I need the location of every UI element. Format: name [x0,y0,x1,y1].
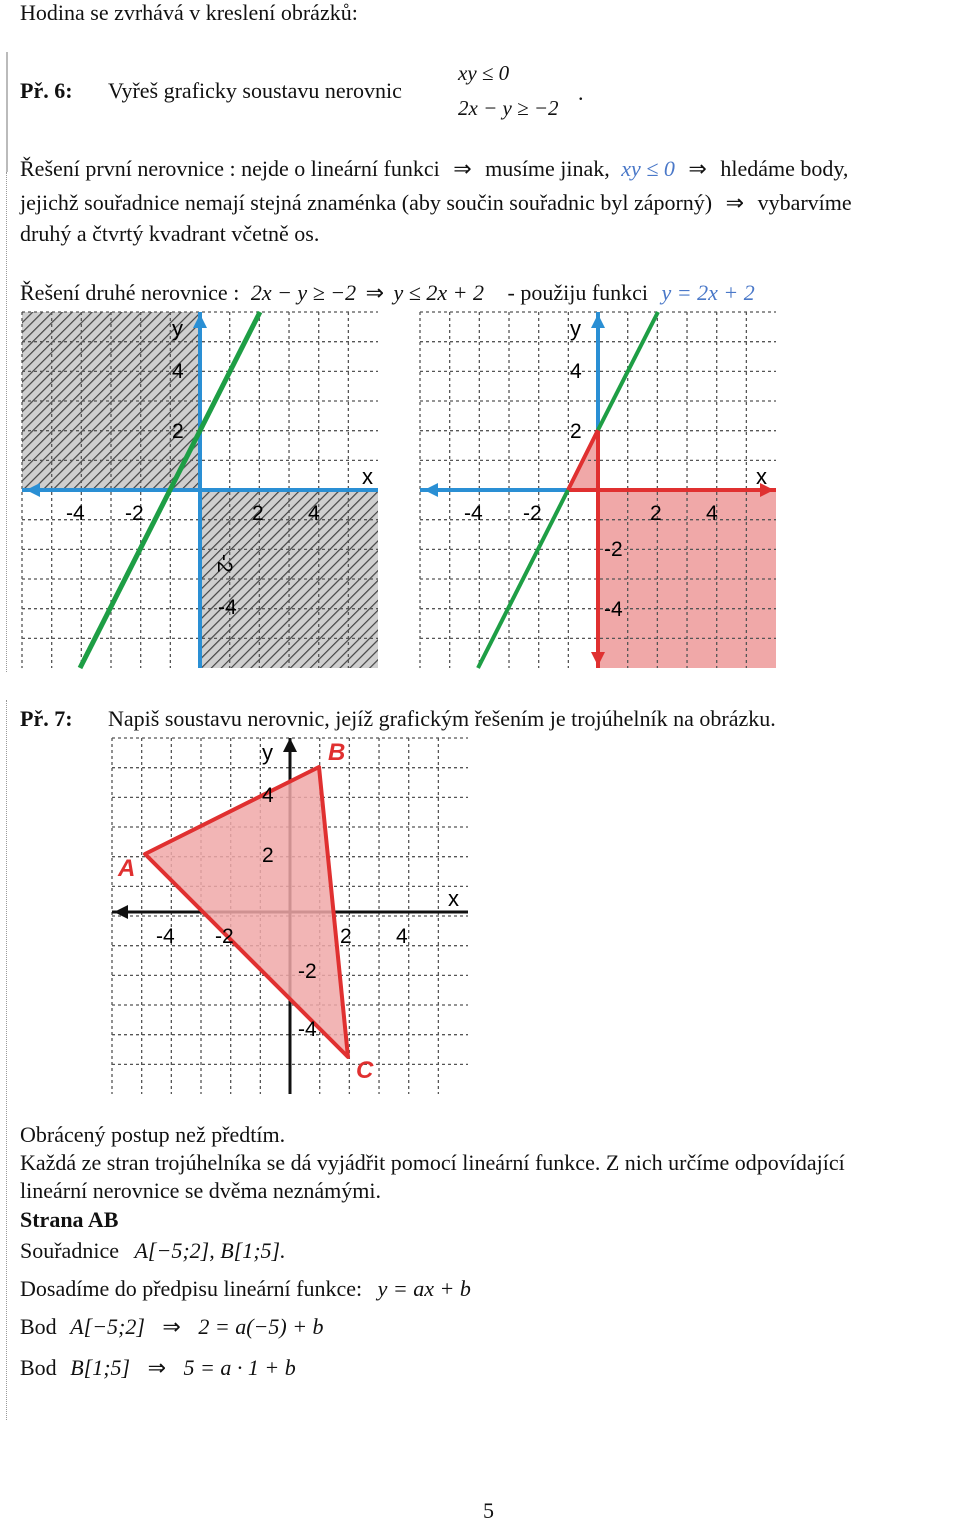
x-tick: 2 [340,925,352,948]
implies-icon: ⇒ [162,1315,181,1340]
x-tick: 2 [252,502,264,525]
bod2-line [20,1355,296,1381]
sol2-line [20,280,755,306]
graph-triangle [112,738,468,1094]
x-arrow-icon [114,905,128,919]
x-tick: -4 [156,925,175,948]
y-tick: 4 [570,360,582,383]
x-tick: 2 [650,502,662,525]
sol2-fn: y = 2x + 2 [661,280,755,305]
page-header: Hodina se zvrhává v kreslení obrázků: [20,0,358,25]
ex6-ineq1: xy ≤ 0 [458,61,510,85]
implies-icon: ⇒ [725,191,745,216]
bod1-label: Bod [20,1314,57,1339]
bod1-line [20,1314,324,1340]
ex6-task: Vyřeš graficky soustavu nerovnic [108,78,402,103]
x-label: x [756,464,767,489]
sol1-d: vybarvíme [757,190,852,215]
bod2-label: Bod [20,1355,57,1380]
sol1-line1 [20,156,848,182]
ex6-ineq2: 2x − y ≥ −2 [458,96,559,120]
bod1-eq: 2 = a(−5) + b [198,1314,324,1339]
x-tick: 4 [308,502,320,525]
margin-dots-2 [6,700,7,1420]
sol2-res: y ≤ 2x + 2 [393,280,484,305]
y-tick: -4 [604,598,623,621]
x-tick: -4 [464,502,483,525]
y-tick: 2 [172,420,184,443]
coord-line [20,1238,286,1264]
sol1-line2 [20,190,852,216]
sol1-line2-text: jejichž souřadnice nemají stejná znaménka (aby součin souřadnic byl záporný) [20,190,713,215]
x-tick: -4 [66,502,85,525]
x-tick: 4 [396,925,408,948]
sol2-b: - použiju funkci [507,280,649,305]
y-tick: -2 [213,554,236,573]
para-1: Obrácený postup než předtím. [20,1122,286,1147]
x-tick: -2 [523,502,542,525]
implies-icon: ⇒ [688,157,707,182]
y-tick: -2 [298,960,317,983]
coord-values: A[−5;2], B[1;5]. [134,1238,286,1263]
ex6-label: Př. 6: [20,78,73,103]
implies-icon: ⇒ [147,1356,167,1381]
dosadime-text: Dosadíme do předpisu lineární funkce: [20,1276,363,1301]
sol1-line3: druhý a čtvrtý kvadrant včetně os. [20,221,320,246]
sol1-b: musíme jinak, [485,156,610,181]
y-tick: -2 [604,538,623,561]
graph-xy-le-0 [22,312,378,668]
bod1-point: A[−5;2] [70,1314,145,1339]
para-3: lineární nerovnice se dvěma neznámými. [20,1178,382,1203]
x-arrow-icon [424,483,438,497]
coord-label: Souřadnice [20,1238,119,1263]
bod2-eq: 5 = a · 1 + b [183,1355,296,1380]
y-label: y [262,740,273,765]
margin-bar [6,52,8,172]
dosadime-line [20,1276,471,1302]
graph-solution [420,312,776,668]
sol2-ineq: 2x − y ≥ −2 [250,280,357,305]
point-label-c: C [356,1057,374,1084]
ex7-task: Napiš soustavu nerovnic, jejíž grafickým řešením je trojúhelník na obrázku. [108,706,776,731]
x-tick: -2 [215,925,234,948]
sol2-a: Řešení druhé nerovnice : [20,280,240,305]
ex6-ineq-end: . [578,80,584,105]
y-arrow-icon [591,314,605,328]
y-tick: 2 [262,844,274,867]
y-tick: -4 [218,596,237,619]
y-tick: 2 [570,420,582,443]
y-tick: 4 [262,784,274,807]
y-label: y [570,316,581,341]
margin-dots [6,172,7,672]
ex7-label: Př. 7: [20,706,73,731]
page-number: 5 [483,1498,494,1523]
x-label: x [362,464,373,489]
y-tick: 4 [172,360,184,383]
heading-strana-ab: Strana AB [20,1207,119,1232]
bod2-point: B[1;5] [70,1355,131,1380]
linear-formula: y = ax + b [377,1276,471,1301]
x-label: x [448,886,459,911]
x-tick: 4 [706,502,718,525]
x-tick: -2 [125,502,144,525]
y-arrow-icon [283,738,297,752]
sol1-c: hledáme body, [720,156,849,181]
sol1-xy: xy ≤ 0 [621,156,675,181]
sol1-a: Řešení první nerovnice : nejde o lineární funkci [20,156,440,181]
point-label-a: A [118,855,136,882]
y-label: y [172,316,183,341]
y-tick: -4 [298,1018,317,1041]
point-label-b: B [328,739,346,766]
implies-icon: ⇒ [453,157,472,182]
para-2: Každá ze stran trojúhelníka se dá vyjádřit pomocí lineární funkce. Z nich určíme odpovídající [20,1150,845,1175]
implies-icon: ⇒ [365,281,385,306]
